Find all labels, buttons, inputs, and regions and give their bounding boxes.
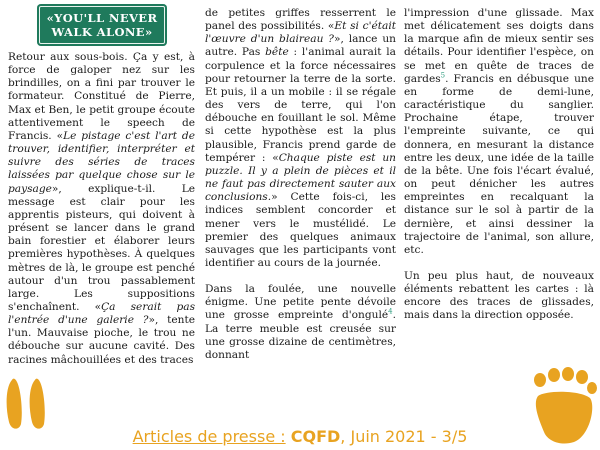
paw-toe [576,370,588,384]
paragraph-gap [205,270,396,283]
footnote-marker[interactable]: 5 [440,71,446,80]
quote-italic: Ça serait pas l'entrée d'une galerie ? [8,300,195,327]
article-column-2 [205,0,396,392]
article-column-3 [404,0,594,392]
text-run: », tente l'un. Mauvaise pioche, le trou ne débouche sur aucune cavité. Des racines mâchouillées et des traces [8,314,195,366]
footnote-marker[interactable]: 4 [388,307,393,316]
text-run: », explique-t-il. Le message est clair pour les apprentis pisteurs, qui doivent à présent se lancer dans le grand bain forestier et élaborer leurs premières hypothèses. À quelques mètres de là, le groupe est penché autour d'un trou passablement large. Les suppositions s'enchaînent. « [8,182,195,313]
text-run: », lance un autre. Pas [205,33,396,59]
text-run: : l'animal aurait la corpulence et la force nécessaires pour retourner la terre de la sorte. Et puis, il a un mobile : il se régale des vers de terre, qui l'on débouche en fouillant le sol. Même si cette hypothèse est la plus plausible, Francis prend garde de tempérer : « [205,46,396,164]
text-run: l'impression d'une glissade. Max met délicatement ses doigts dans la marque afin de mieux sentir ses détails. Pour identifier l'espèce, on se met en quête de traces de gardes [404,7,594,85]
quote-italic: Chaque piste est un puzzle. Il y a plein de pièces et il ne faut pas directement sauter aux conclusions. [205,151,396,204]
text-run: Un peu plus haut, de nouveaux éléments rebattent les cartes : là encore des traces de glissades, mais dans la direction opposée. [404,269,594,322]
paragraph [404,7,594,257]
footer-source: CQFD [290,427,341,446]
quote-italic: Et si c'était l'œuvre d'un blaireau ? [205,20,396,46]
text-run: Dans la foulée, une nouvelle énigme. Une petite pente dévoile une grosse empreinte d'ongulé [205,283,396,322]
article-column-1 [8,0,195,392]
paragraph [205,7,396,270]
badge-line-1: «YOU'LL NEVER [46,11,158,25]
hoof-toe-right [30,379,45,429]
paw-toe [534,373,546,387]
text-run: » Cette fois-ci, les indices semblent concorder et mener vers le mustélidé. Le premier des quelques animaux sauvages que les participants vont identifier au cours de la journée. [205,191,396,269]
footer-label: Articles de presse : [132,427,286,446]
text-run: . Francis en débusque une en forme de demi-lune, caractéristique du sanglier. Prochaine étape, trouver l'empreinte suivante, ce qui donnera, en mesurant la distance entre les deux, une idée de la taille de la bête. Une fois l'écart évalué, on peut dénicher les autres empreintes en recalquant la distance sur le sol à partir de la dernière, et ainsi dessiner la trajectoire de l'animal, son allure, etc. [404,72,594,256]
quote-italic: bête [265,46,289,59]
hoof-print-icon [3,376,49,434]
paragraph [404,270,594,323]
badge-line-2: WALK ALONE» [51,25,153,39]
page-footer [0,427,600,447]
paw-toe [548,368,560,382]
paragraph-gap [404,257,594,270]
paragraph [205,283,396,362]
text-run: Retour aux sous-bois. Ça y est, à force de galoper nez sur les brindilles, on a fini par trouver le formateur. Constitué de Pierre, Max et Ben, le petit groupe écoute attentivement le speech de Francis. « [8,51,195,142]
text-run: de petites griffes resserrent le panel des possibilités. « [205,7,396,33]
paw-toe [562,367,574,381]
quote-italic: Le pistage c'est l'art de trouver, identifier, interpréter et suivre des séries de traces laissées par quelque chose sur le paysage [8,129,195,195]
footer-date: , Juin 2021 - 3/5 [340,427,468,446]
paw-toe [587,382,597,394]
hoof-toe-left [7,379,22,429]
paragraph [8,51,195,367]
text-run: . La terre meuble est creusée sur une grosse dizaine de centimètres, donnant [205,309,396,361]
